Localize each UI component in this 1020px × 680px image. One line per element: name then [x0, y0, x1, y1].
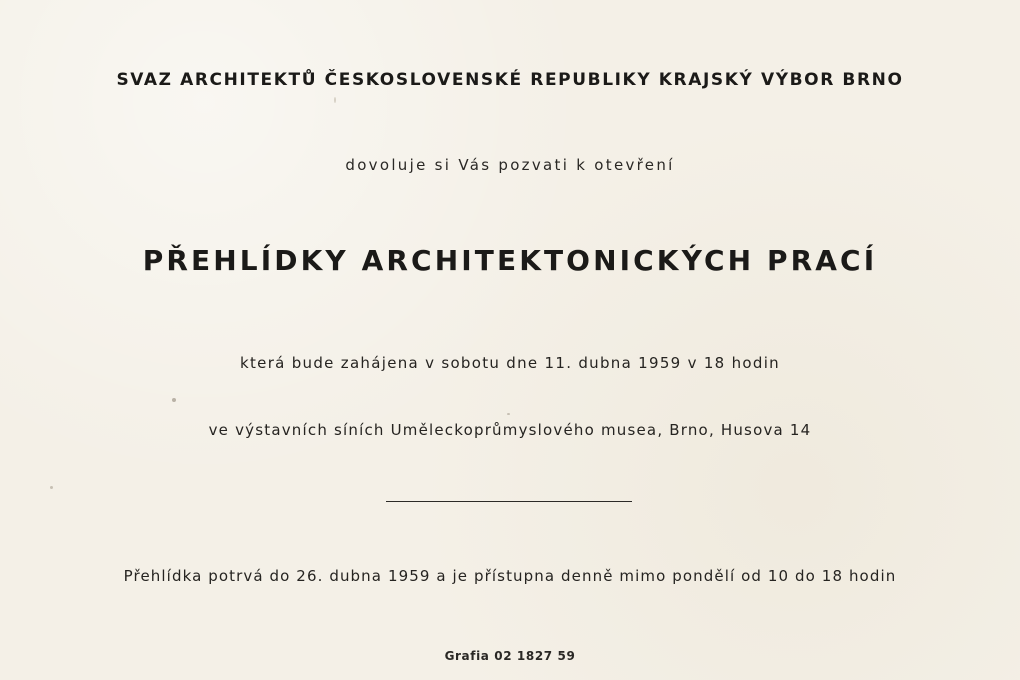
organizer-heading: SVAZ ARCHITEKTŮ ČESKOSLOVENSKÉ REPUBLIKY KRAJSKÝ VÝBOR BRNO: [116, 70, 904, 90]
paper-speck: [50, 486, 53, 489]
paper-speck: [334, 97, 336, 103]
opening-details: která bude zahájena v sobotu dne 11. dubna 1959 v 18 hodin: [240, 354, 780, 372]
paper-speck: [507, 413, 510, 415]
divider-rule: [386, 501, 632, 502]
exhibition-title: PŘEHLÍDKY ARCHITEKTONICKÝCH PRACÍ: [142, 244, 878, 277]
venue-details: ve výstavních síních Uměleckoprůmyslového musea, Brno, Husova 14: [208, 421, 812, 439]
invitation-line: dovoluje si Vás pozvati k otevření: [345, 156, 675, 174]
exhibition-duration: Přehlídka potrvá do 26. dubna 1959 a je přístupna denně mimo pondělí od 10 do 18 hodin: [123, 567, 897, 585]
printer-mark: Grafia 02 1827 59: [444, 649, 576, 663]
paper-speck: [172, 398, 176, 402]
